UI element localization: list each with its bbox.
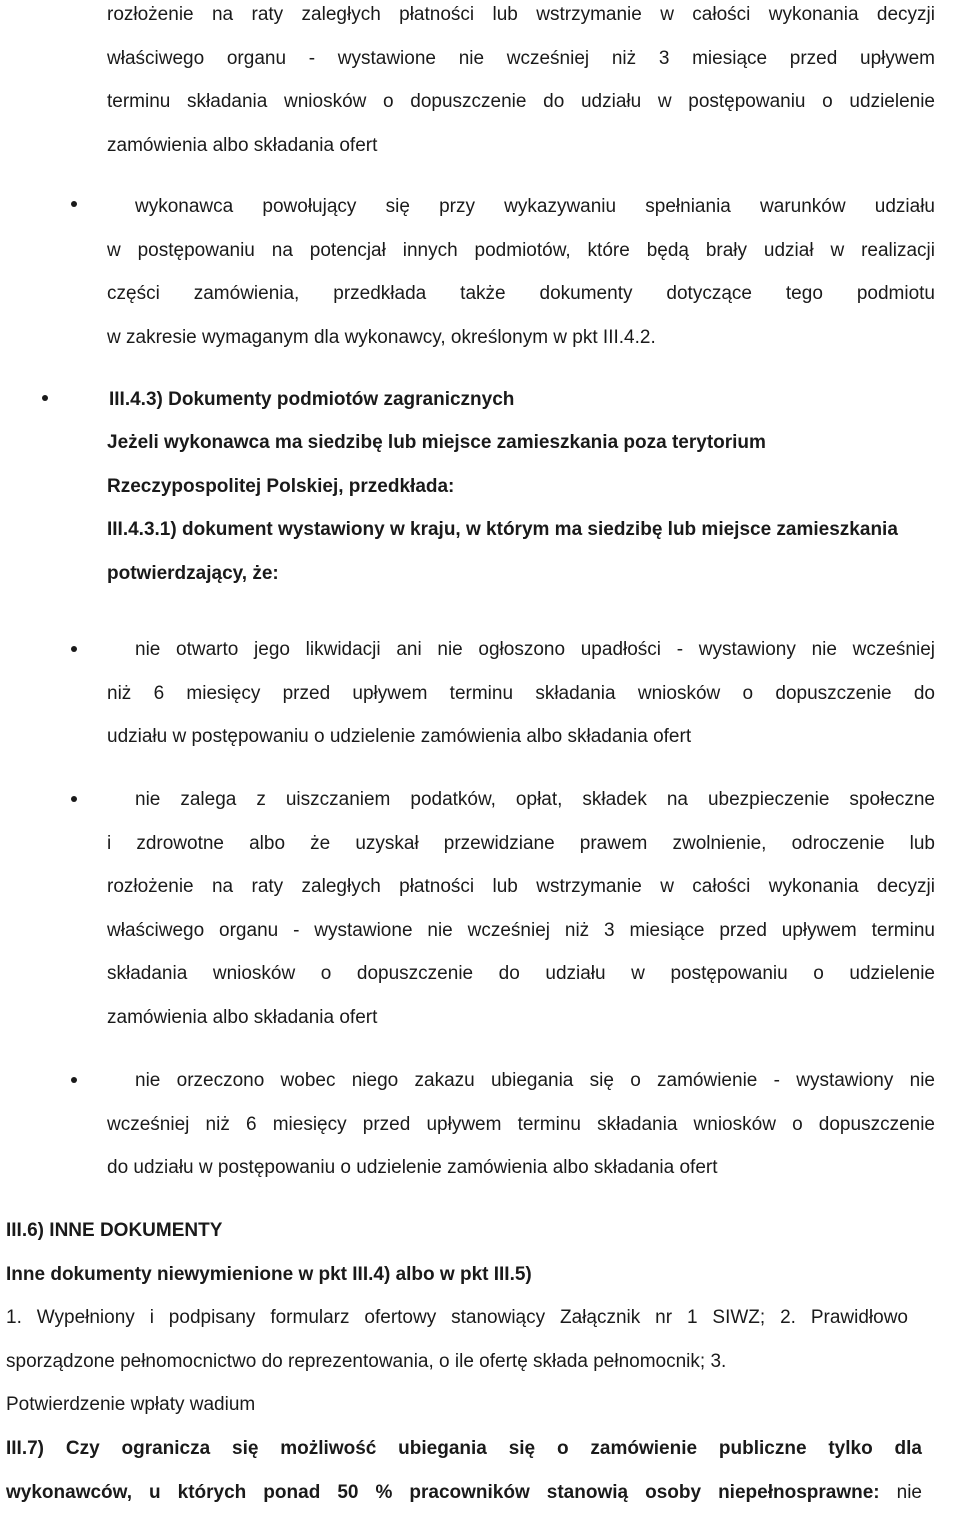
section-37 [6,1427,922,1514]
text-line: nie otwarto jego likwidacji ani nie ogłoszono upadłości - wystawiony nie wcześniej [135,639,935,660]
item-3431 [107,508,957,595]
text-line: rozłożenie na raty zaległych płatności lub wstrzymanie w całości wykonania decyzji [107,4,935,25]
question-line: III.7) Czy ogranicza się możliwość ubiegania się o zamówienie publiczne tylko dla [6,1438,922,1459]
text-line: Jeżeli wykonawca ma siedzibę lub miejsce zamieszkania poza terytorium [107,432,766,453]
text-line: zamówienia albo składania ofert [107,1006,378,1028]
bullet-item-taxes [107,778,935,1040]
text-line: wcześniej niż 6 miesięcy przed upływem terminu składania wniosków o dopuszczenie [107,1113,935,1135]
text-line: składania wniosków o dopuszczenie do udziału w postępowaniu o udzielenie [107,963,935,985]
bullet-icon [71,201,77,207]
text-line: w zakresie wymaganym dla wykonawcy, określonym w pkt III.4.2. [107,326,656,348]
section-subheading-36 [6,1253,936,1297]
text-line: rozłożenie na raty zaległych płatności lub wstrzymanie w całości wykonania decyzji [107,876,935,898]
text-line: nie zalega z uiszczaniem podatków, opłat, składek na ubezpieczenie społeczne [135,789,935,810]
question-line-2 [6,1471,922,1514]
text-line: wykonawca powołujący się przy wykazywaniu spełniania warunków udziału [135,196,935,217]
bullet-icon [42,395,48,401]
question-text: wykonawców, u których ponad 50 % pracowników stanowią osoby niepełnosprawne: [6,1481,880,1503]
text-line: nie orzeczono wobec niego zakazu ubiegania się o zamówienie - wystawiony nie [135,1070,935,1091]
continuation-paragraph [107,0,935,167]
foreign-entity-intro [107,421,935,508]
text-line: Rzeczypospolitej Polskiej, przedkłada: [107,475,455,497]
other-documents-paragraph [6,1296,908,1427]
section-heading-36 [6,1209,936,1253]
text-line: zamówienia albo składania ofert [107,134,378,156]
bullet-icon [71,646,77,652]
text-line: właściwego organu - wystawione nie wcześniej niż 3 miesiące przed upływem terminu [107,919,935,941]
text-line: terminu składania wniosków o dopuszczenie do udziału w postępowaniu o udzielenie [107,91,935,113]
bullet-icon [71,1077,77,1083]
heading-text: III.6) INNE DOKUMENTY [6,1220,223,1241]
text-line: i zdrowotne albo że uzyskał przewidziane prawem zwolnienie, odroczenie lub [107,832,935,854]
section-heading-343 [107,378,935,422]
text-line: właściwego organu - wystawione nie wcześniej niż 3 miesiące przed upływem [107,47,935,69]
text-line: potwierdzający, że: [107,562,279,584]
text-line: części zamówienia, przedkłada także dokumenty dotyczące tego podmiotu [107,283,935,305]
text-line: III.4.3.1) dokument wystawiony w kraju, w którym ma siedzibę lub miejsce zamieszkania [107,519,898,540]
text-line: niż 6 miesięcy przed upływem terminu składania wniosków o dopuszczenie do [107,682,935,704]
text-line: udziału w postępowaniu o udzielenie zamówienia albo składania ofert [107,726,692,748]
text-line: 1. Wypełniony i podpisany formularz ofertowy stanowiący Załącznik nr 1 SIWZ; 2. Prawidłowo [6,1307,908,1328]
bullet-item-liquidation [107,628,935,759]
text-line: sporządzone pełnomocnictwo do reprezentowania, o ile ofertę składa pełnomocnik; 3. [6,1350,727,1372]
bullet-icon [71,796,77,802]
text-line: Potwierdzenie wpłaty wadium [6,1394,256,1416]
heading-text: Inne dokumenty niewymienione w pkt III.4) albo w pkt III.5) [6,1264,532,1285]
bullet-item-ban [107,1059,935,1190]
text-line: do udziału w postępowaniu o udzielenie zamówienia albo składania ofert [107,1157,718,1179]
heading-text: III.4.3) Dokumenty podmiotów zagranicznych [109,389,515,410]
answer-text: nie [879,1481,922,1503]
bullet-item-other-entities [107,185,935,359]
text-line: w postępowaniu na potencjał innych podmiotów, które będą brały udział w realizacji [107,239,935,261]
